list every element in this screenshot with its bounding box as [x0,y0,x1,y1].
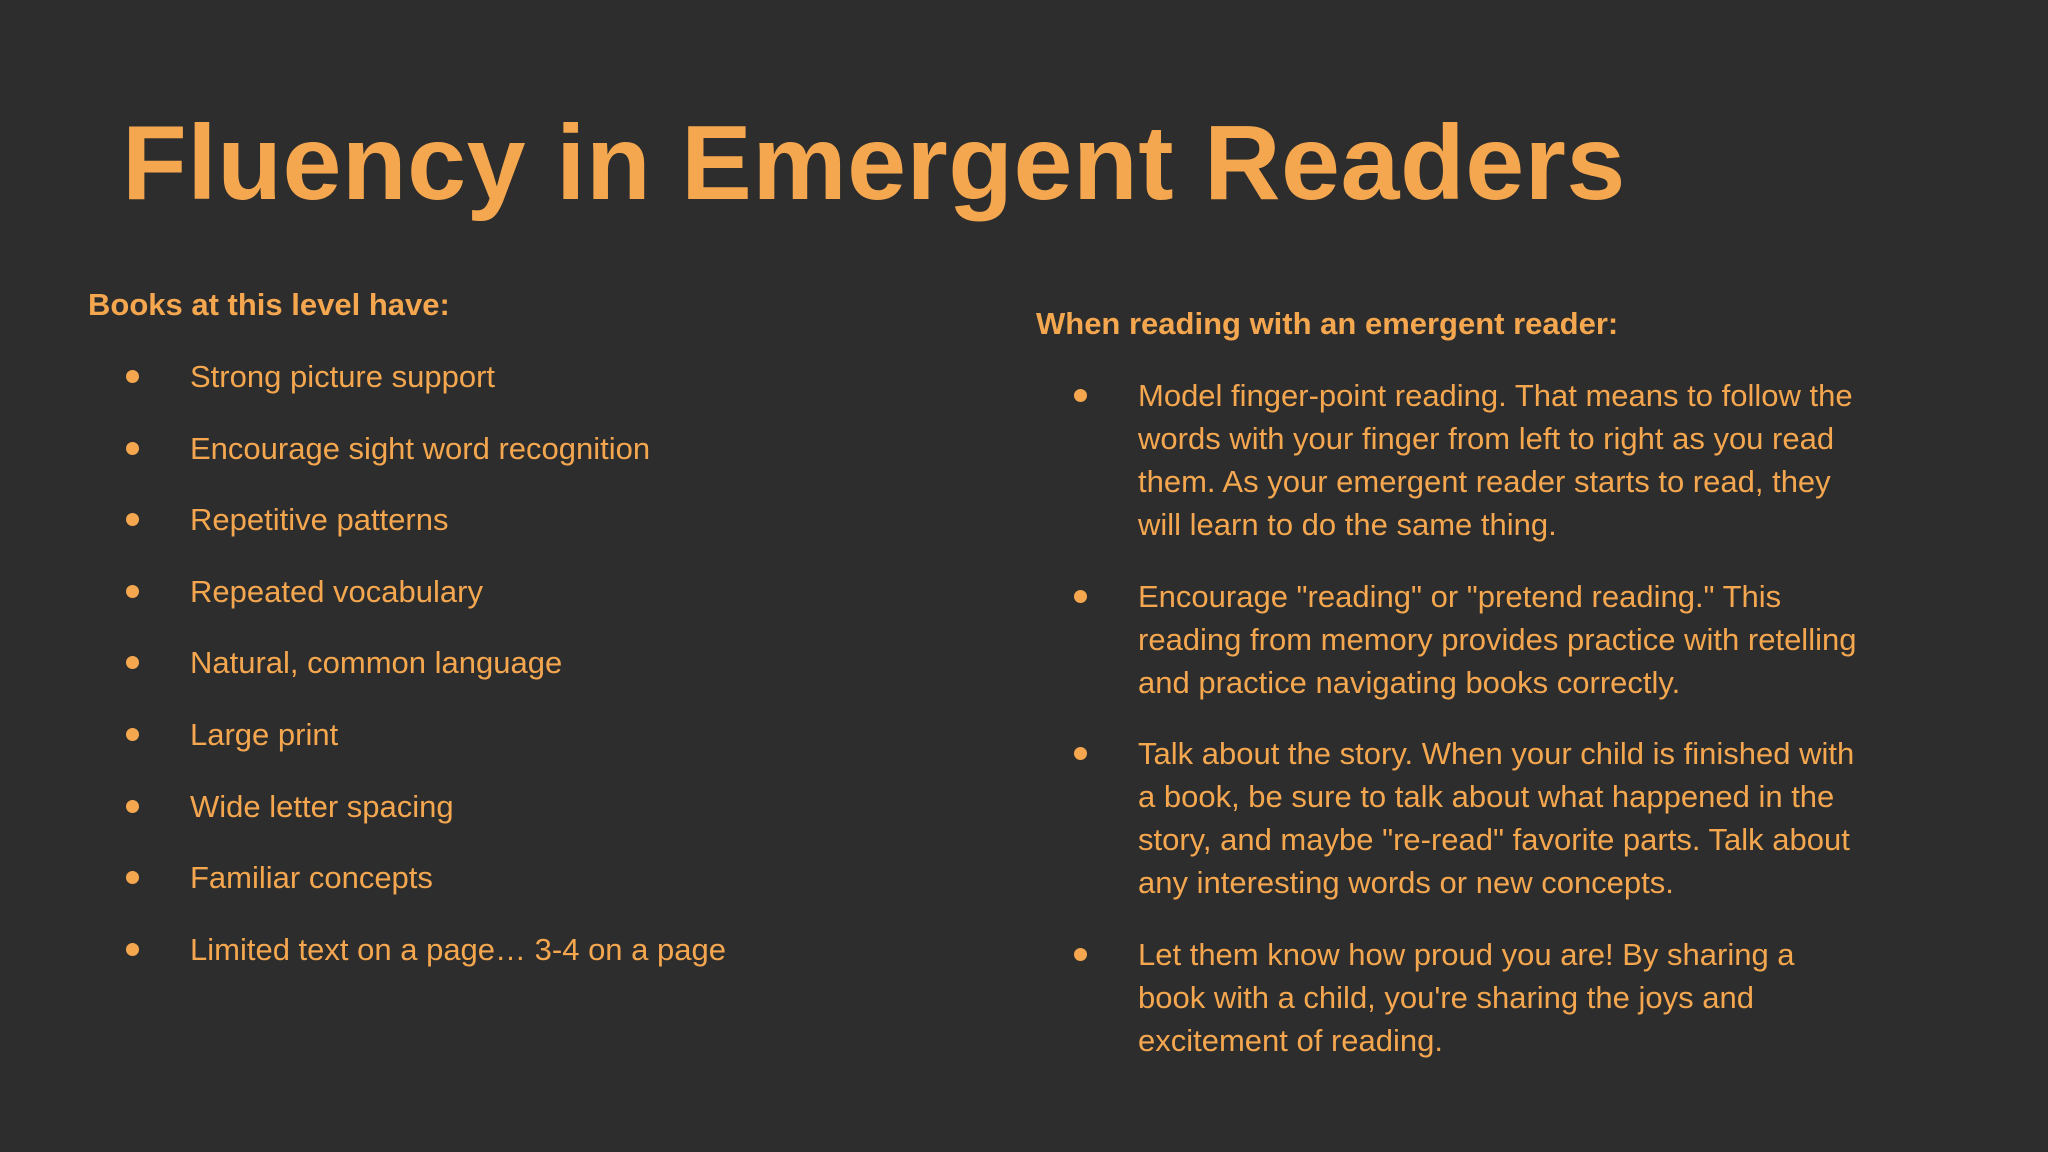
slide-title: Fluency in Emergent Readers [122,104,1626,222]
list-item-text: Talk about the story. When your child is finished with a book, be sure to talk about what happened in the story, and maybe "re-read" favorite parts. Talk about any interesting words or new concepts. [1138,736,1855,901]
list-item-text: Repeated vocabulary [190,573,483,609]
right-heading: When reading with an emergent reader: [1036,306,1619,341]
bullet-icon [126,585,139,598]
left-heading: Books at this level have: [88,287,450,322]
list-item-text: Large print [190,716,339,752]
list-item [88,427,988,470]
list-item-text: Strong picture support [190,359,496,394]
list-item-text: Limited text on a page… 3-4 on a page [190,931,726,967]
list-item [1036,732,1858,904]
list-item [1036,374,1858,546]
list-item-text: Encourage sight word recognition [190,430,651,466]
bullet-icon [126,370,139,383]
bullet-icon [1074,590,1087,603]
list-item [1036,933,1858,1062]
left-bullet-list [88,355,988,971]
list-item-text: Wide letter spacing [190,788,454,824]
list-item-text: Let them know how proud you are! By sharing a book with a child, you're sharing the joys and excitement of reading. [1138,936,1795,1058]
list-item-text: Encourage "reading" or "pretend reading." This reading from memory provides practice with retelling and practice navigating books correctly. [1138,578,1857,700]
bullet-icon [126,513,139,526]
bullet-icon [126,656,139,669]
bullet-icon [1074,948,1087,961]
list-item-text: Repetitive patterns [190,502,449,538]
bullet-icon [126,943,139,956]
list-item [88,355,988,398]
list-item [88,856,988,899]
list-item [88,570,988,613]
list-item-text: Familiar concepts [190,860,433,896]
list-item-text: Model finger-point reading. That means to follow the words with your finger from left to right as you read them. As your emergent reader starts to read, they will learn to do the same thing. [1138,378,1853,542]
right-column [1036,302,1936,1090]
list-item [88,498,988,541]
list-item [88,928,988,971]
bullet-icon [1074,747,1087,760]
list-item [88,785,988,828]
list-item-text: Natural, common language [190,645,563,681]
list-item [88,641,988,684]
bullet-icon [1074,389,1087,402]
bullet-icon [126,800,139,813]
bullet-icon [126,871,139,884]
right-bullet-list [1036,374,1936,1062]
list-item [88,713,988,756]
bullet-icon [126,442,139,455]
list-item [1036,575,1858,704]
bullet-icon [126,728,139,741]
left-column [88,283,988,999]
